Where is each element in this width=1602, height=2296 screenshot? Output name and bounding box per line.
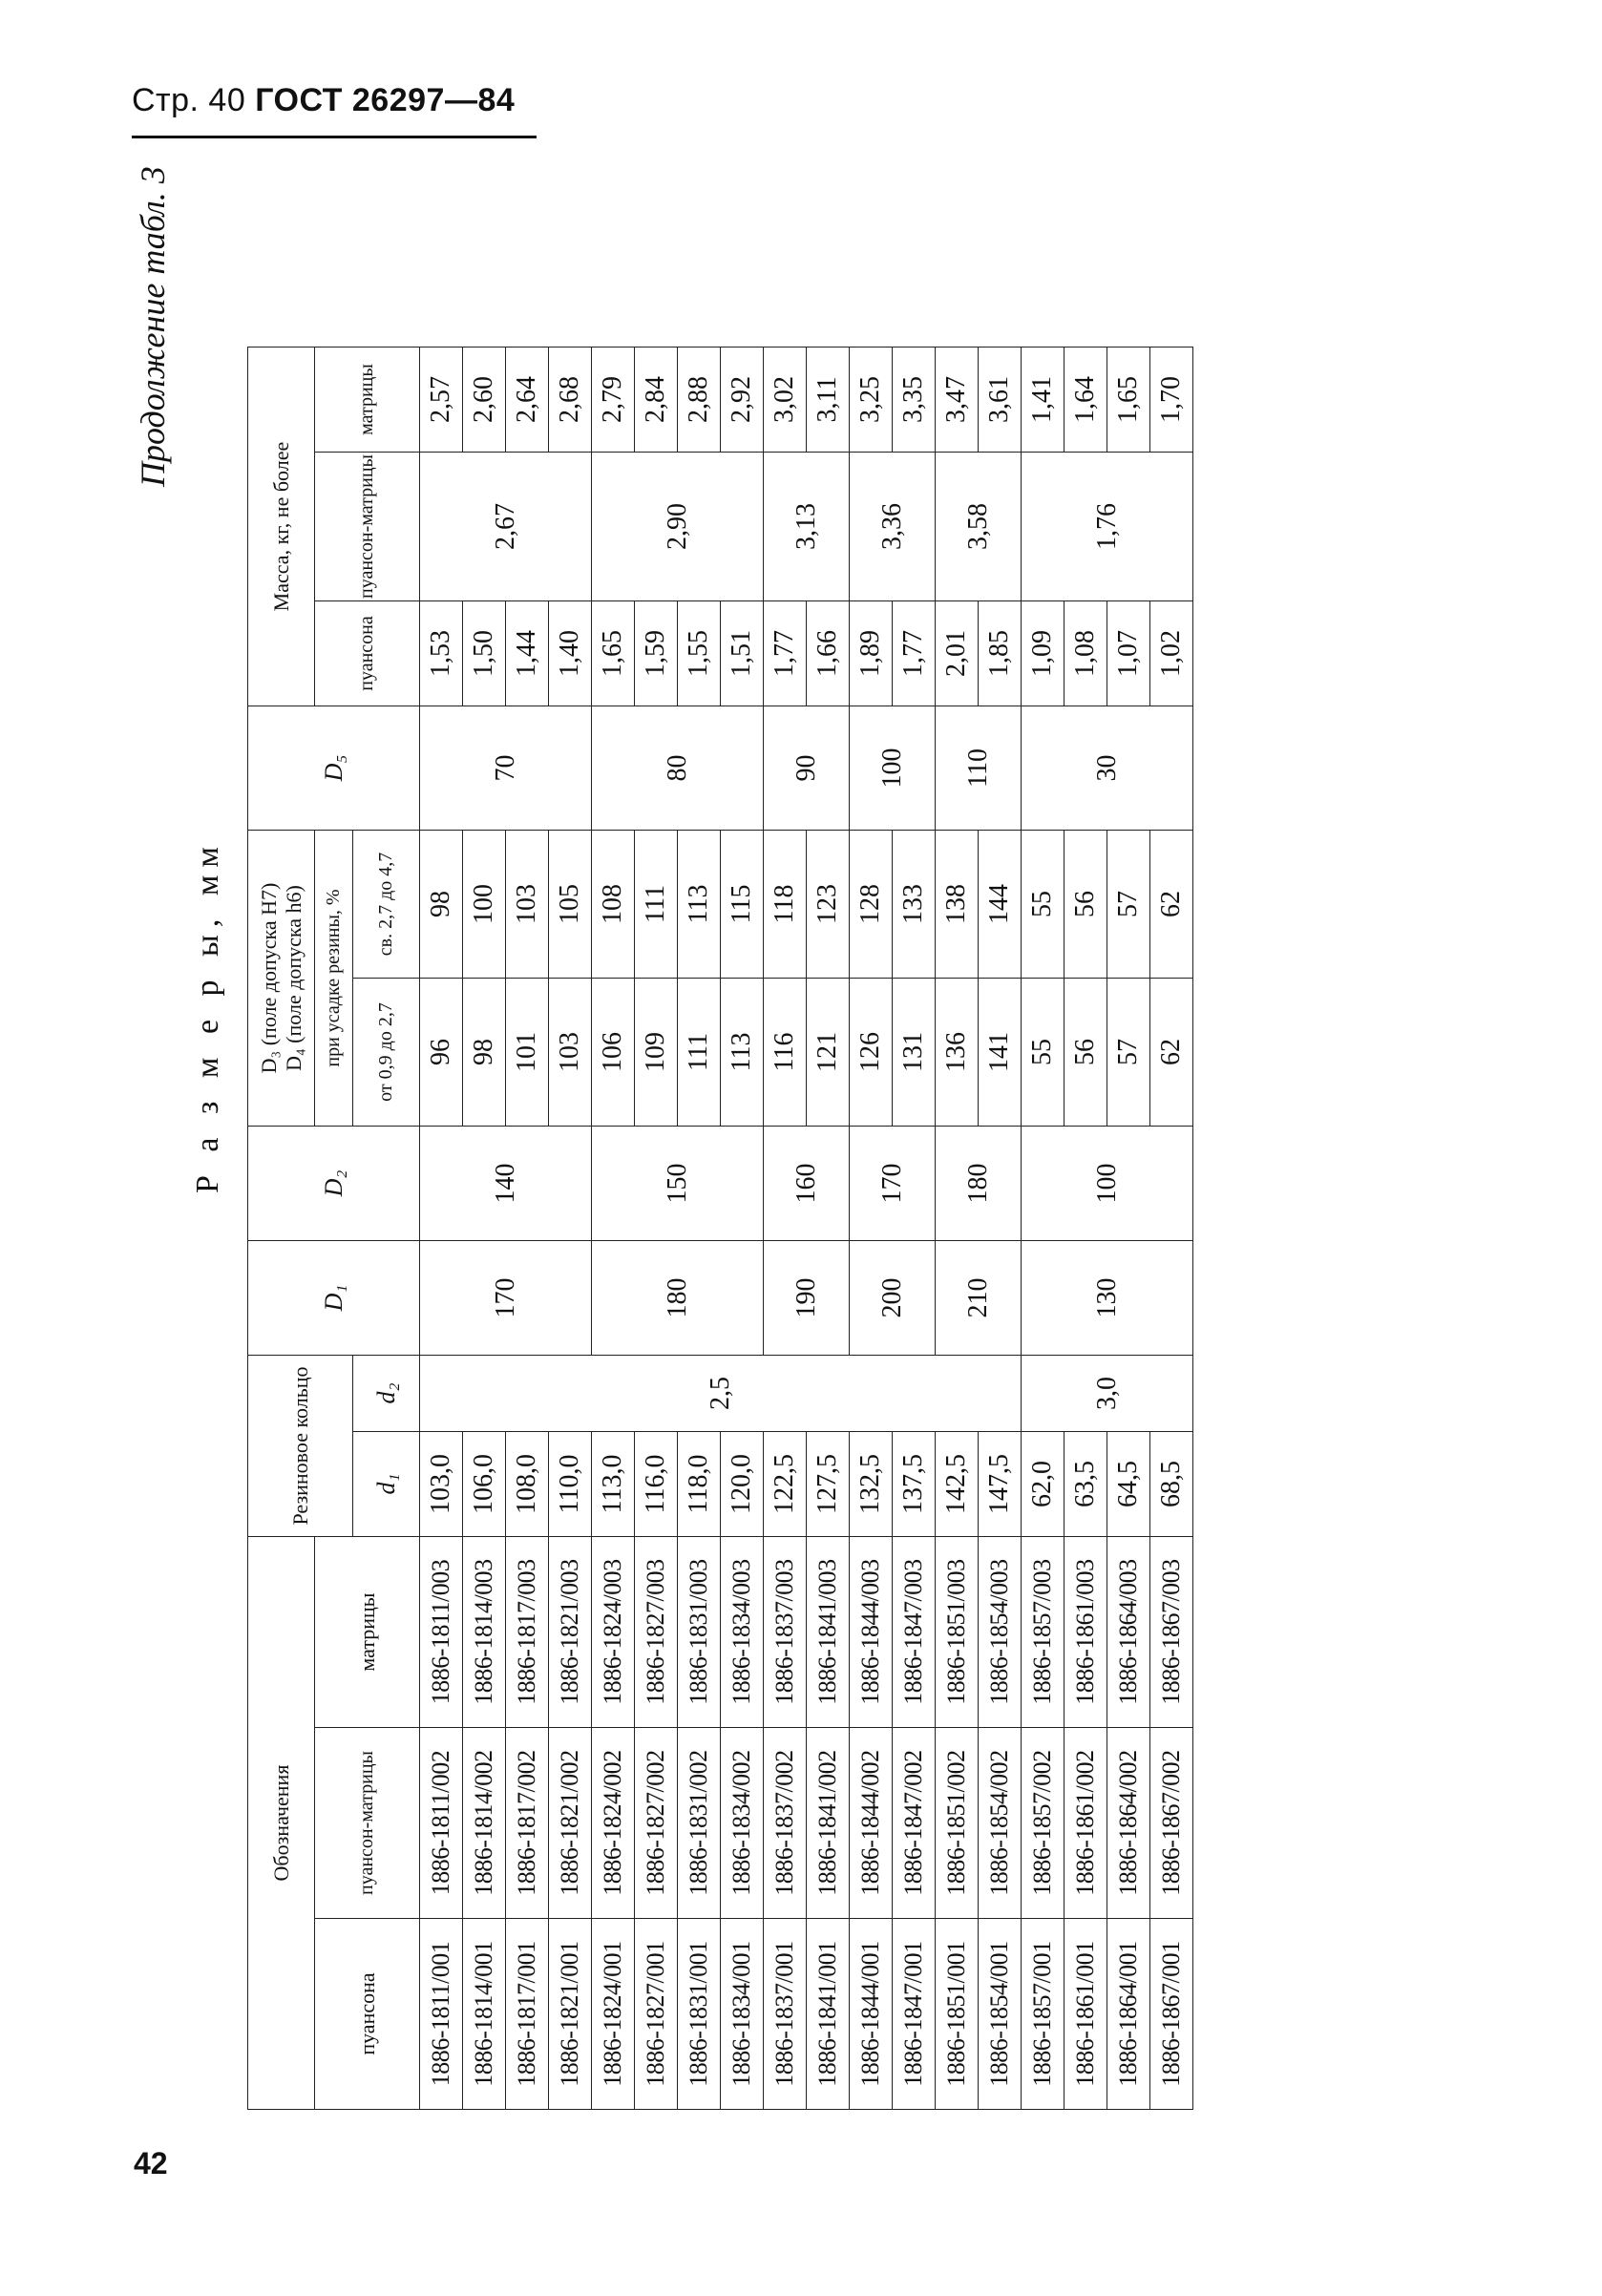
d1-value: 110,0 [549,1432,592,1537]
table-row [420,348,463,2110]
D3-shrink-b-value: 128 [850,831,893,979]
mass-punch-value: 1,85 [979,601,1022,706]
D3-shrink-b-value: 111 [635,831,678,979]
D3-shrink-b-value: 118 [764,831,807,979]
D3-shrink-a-value: 111 [678,979,721,1127]
D3-shrink-b-value: 133 [893,831,936,979]
table-body [420,348,1193,2110]
D2-value: 150 [592,1127,764,1241]
mass-matrix-value: 3,35 [893,348,936,453]
d1-value: 103,0 [420,1432,463,1537]
punch-code: 1886-1831/001 [678,1919,721,2110]
mass-punch-value: 1,77 [893,601,936,706]
punch-code: 1886-1844/001 [850,1919,893,2110]
mass-punch-matrix-value: 2,67 [420,453,592,601]
d1-value: 116,0 [635,1432,678,1537]
d1-value: 106,0 [463,1432,506,1537]
mass-matrix-value: 3,25 [850,348,893,453]
shrinkage-header: при усадке резины, % [315,831,353,1127]
d1-value: 132,5 [850,1432,893,1537]
mass-punch-matrix-header: пуансон-матрицы [315,453,420,601]
table-row [936,348,979,2110]
D3-shrink-a-value: 109 [635,979,678,1127]
D2-header: D₂ [248,1127,420,1241]
D3-shrink-a-value: 55 [1022,979,1064,1127]
D3-shrink-b-value: 144 [979,831,1022,979]
d1-value: 142,5 [936,1432,979,1537]
d1-value: 122,5 [764,1432,807,1537]
D3-shrink-b-value: 100 [463,831,506,979]
shrink-b-header: св. 2,7 до 4,7 [353,831,420,979]
D3-shrink-a-value: 103 [549,979,592,1127]
matrix-code: 1886-1831/003 [678,1537,721,1728]
d1-value: 118,0 [678,1432,721,1537]
D3-shrink-b-value: 62 [1150,831,1193,979]
D3-shrink-a-value: 126 [850,979,893,1127]
mass-matrix-value: 1,70 [1150,348,1193,453]
d1-value: 108,0 [506,1432,549,1537]
d1-value: 64,5 [1107,1432,1150,1537]
punch-matrix-code: 1886-1821/002 [549,1728,592,1919]
D3-shrink-a-value: 96 [420,979,463,1127]
D2-value: 140 [420,1127,592,1241]
D1-value: 170 [420,1241,592,1356]
D5-value: 110 [936,706,1022,831]
mass-punch-value: 1,66 [807,601,850,706]
D2-value: 100 [1022,1127,1193,1241]
matrix-code: 1886-1817/003 [506,1537,549,1728]
mass-punch-value: 1,77 [764,601,807,706]
matrix-code: 1886-1847/003 [893,1537,936,1728]
mass-punch-value: 1,09 [1022,601,1064,706]
punch-matrix-code: 1886-1824/002 [592,1728,635,1919]
d2-value: 3,0 [1022,1356,1193,1432]
D3-shrink-b-value: 57 [1107,831,1150,979]
punch-matrix-code: 1886-1834/002 [721,1728,764,1919]
d1-value: 137,5 [893,1432,936,1537]
shrink-a-header: от 0,9 до 2,7 [353,979,420,1127]
mass-punch-value: 1,55 [678,601,721,706]
punch-matrix-code: 1886-1811/002 [420,1728,463,1919]
punch-matrix-code: 1886-1857/002 [1022,1728,1064,1919]
table-row [1022,348,1064,2110]
D5-value: 90 [764,706,850,831]
punch-code: 1886-1834/001 [721,1919,764,2110]
d1-value: 62,0 [1022,1432,1064,1537]
matrix-code: 1886-1864/003 [1107,1537,1150,1728]
D3-shrink-a-value: 141 [979,979,1022,1127]
mass-matrix-value: 3,47 [936,348,979,453]
mass-punch-matrix-value: 1,76 [1022,453,1193,601]
matrix-code: 1886-1827/003 [635,1537,678,1728]
matrix-code: 1886-1841/003 [807,1537,850,1728]
mass-punch-matrix-value: 3,58 [936,453,1022,601]
mass-matrix-value: 2,84 [635,348,678,453]
dimensions-title: Р а з м е р ы, мм [190,839,225,1193]
D3-shrink-a-value: 101 [506,979,549,1127]
punch-code: 1886-1817/001 [506,1919,549,2110]
mass-punch-value: 1,65 [592,601,635,706]
D1-value: 200 [850,1241,936,1356]
d1-value: 68,5 [1150,1432,1193,1537]
mass-matrix-header: матрицы [315,348,420,453]
D3-shrink-a-value: 56 [1064,979,1107,1127]
matrix-code: 1886-1854/003 [979,1537,1022,1728]
punch-code: 1886-1861/001 [1064,1919,1107,2110]
matrix-code: 1886-1851/003 [936,1537,979,1728]
page-number: 42 [134,2146,168,2180]
matrix-code: 1886-1824/003 [592,1537,635,1728]
punch-matrix-code: 1886-1814/002 [463,1728,506,1919]
mass-punch-matrix-value: 3,36 [850,453,936,601]
punch-code: 1886-1811/001 [420,1919,463,2110]
mass-punch-matrix-value: 3,13 [764,453,850,601]
punch-header: пуансона [315,1919,420,2110]
d1-value: 127,5 [807,1432,850,1537]
D1-value: 210 [936,1241,1022,1356]
D4-label: D₄ (поле допуска h6) [281,885,306,1071]
punch-matrix-code: 1886-1827/002 [635,1728,678,1919]
mass-matrix-value: 2,92 [721,348,764,453]
punch-matrix-code: 1886-1841/002 [807,1728,850,1919]
matrix-code: 1886-1844/003 [850,1537,893,1728]
mass-matrix-value: 3,61 [979,348,1022,453]
mass-punch-matrix-value: 2,90 [592,453,764,601]
d1-header: d₁ [353,1432,420,1537]
mass-matrix-value: 2,64 [506,348,549,453]
punch-matrix-code: 1886-1854/002 [979,1728,1022,1919]
mass-punch-value: 1,53 [420,601,463,706]
matrix-code: 1886-1867/003 [1150,1537,1193,1728]
D5-value: 70 [420,706,592,831]
punch-code: 1886-1824/001 [592,1919,635,2110]
d1-value: 113,0 [592,1432,635,1537]
D5-value: 80 [592,706,764,831]
mass-matrix-value: 2,79 [592,348,635,453]
punch-code: 1886-1837/001 [764,1919,807,2110]
mass-punch-value: 1,50 [463,601,506,706]
matrix-code: 1886-1814/003 [463,1537,506,1728]
mass-punch-header: пуансона [315,601,420,706]
D5-value: 100 [850,706,936,831]
punch-code: 1886-1851/001 [936,1919,979,2110]
punch-code: 1886-1841/001 [807,1919,850,2110]
D3-shrink-a-value: 116 [764,979,807,1127]
punch-code: 1886-1847/001 [893,1919,936,2110]
punch-code: 1886-1821/001 [549,1919,592,2110]
matrix-code: 1886-1837/003 [764,1537,807,1728]
D3-shrink-b-value: 138 [936,831,979,979]
D1-value: 190 [764,1241,850,1356]
mass-matrix-value: 1,41 [1022,348,1064,453]
mass-punch-value: 1,07 [1107,601,1150,706]
mass-punch-value: 1,44 [506,601,549,706]
punch-matrix-code: 1886-1861/002 [1064,1728,1107,1919]
D3-shrink-b-value: 105 [549,831,592,979]
D3-D4-header [248,831,315,1127]
punch-matrix-code: 1886-1867/002 [1150,1728,1193,1919]
punch-code: 1886-1827/001 [635,1919,678,2110]
punch-code: 1886-1854/001 [979,1919,1022,2110]
table-continuation-label: Продолжение табл. 3 [134,166,172,487]
dimensions-table [247,347,1193,2110]
d2-header: d₂ [353,1356,420,1432]
D3-shrink-b-value: 108 [592,831,635,979]
d1-value: 147,5 [979,1432,1022,1537]
punch-matrix-code: 1886-1844/002 [850,1728,893,1919]
mass-matrix-value: 3,11 [807,348,850,453]
D3-shrink-a-value: 57 [1107,979,1150,1127]
punch-matrix-header: пуансон-матрицы [315,1728,420,1919]
d1-value: 120,0 [721,1432,764,1537]
d2-value: 2,5 [420,1356,1022,1432]
D2-value: 180 [936,1127,1022,1241]
matrix-code: 1886-1811/003 [420,1537,463,1728]
mass-matrix-value: 2,57 [420,348,463,453]
punch-code: 1886-1814/001 [463,1919,506,2110]
punch-matrix-code: 1886-1851/002 [936,1728,979,1919]
mass-punch-value: 1,08 [1064,601,1107,706]
D3-shrink-b-value: 113 [678,831,721,979]
D5-value: 30 [1022,706,1193,831]
D3-shrink-b-value: 103 [506,831,549,979]
rotated-table-block [133,10,1374,2110]
mass-punch-value: 1,40 [549,601,592,706]
punch-matrix-code: 1886-1864/002 [1107,1728,1150,1919]
mass-matrix-value: 2,68 [549,348,592,453]
D1-value: 180 [592,1241,764,1356]
matrix-code: 1886-1857/003 [1022,1537,1064,1728]
mass-punch-value: 2,01 [936,601,979,706]
punch-matrix-code: 1886-1817/002 [506,1728,549,1919]
D3-shrink-b-value: 55 [1022,831,1064,979]
punch-code: 1886-1857/001 [1022,1919,1064,2110]
mass-punch-value: 1,02 [1150,601,1193,706]
d1-value: 63,5 [1064,1432,1107,1537]
D3-label: D₃ (поле допуска H7) [257,882,282,1074]
mass-punch-value: 1,89 [850,601,893,706]
matrix-header: матрицы [315,1537,420,1728]
designations-header: Обозначения [248,1537,315,2110]
matrix-code: 1886-1861/003 [1064,1537,1107,1728]
D3-shrink-b-value: 115 [721,831,764,979]
punch-code: 1886-1867/001 [1150,1919,1193,2110]
D2-value: 170 [850,1127,936,1241]
D3-shrink-b-value: 98 [420,831,463,979]
punch-matrix-code: 1886-1831/002 [678,1728,721,1919]
standard-number: ГОСТ 26297—84 [255,82,516,118]
D3-shrink-a-value: 121 [807,979,850,1127]
D3-shrink-b-value: 123 [807,831,850,979]
D2-value: 160 [764,1127,850,1241]
mass-punch-value: 1,51 [721,601,764,706]
punch-matrix-code: 1886-1847/002 [893,1728,936,1919]
D1-header: D₁ [248,1241,420,1356]
mass-matrix-value: 2,88 [678,348,721,453]
D3-shrink-a-value: 62 [1150,979,1193,1127]
D3-shrink-a-value: 113 [721,979,764,1127]
D3-shrink-a-value: 136 [936,979,979,1127]
table-row [592,348,635,2110]
punch-code: 1886-1864/001 [1107,1919,1150,2110]
mass-header: Масса, кг, не более [248,348,315,706]
mass-punch-value: 1,59 [635,601,678,706]
mass-matrix-value: 3,02 [764,348,807,453]
punch-matrix-code: 1886-1837/002 [764,1728,807,1919]
matrix-code: 1886-1821/003 [549,1537,592,1728]
D3-shrink-b-value: 56 [1064,831,1107,979]
D3-shrink-a-value: 106 [592,979,635,1127]
page-label: Стр. 40 [132,82,246,118]
D3-shrink-a-value: 131 [893,979,936,1127]
mass-matrix-value: 1,65 [1107,348,1150,453]
mass-matrix-value: 2,60 [463,348,506,453]
mass-matrix-value: 1,64 [1064,348,1107,453]
D5-header: D₅ [248,706,420,831]
table-row [850,348,893,2110]
matrix-code: 1886-1834/003 [721,1537,764,1728]
rubber-ring-header: Резиновое кольцо [248,1356,353,1537]
table-row [764,348,807,2110]
D1-value: 130 [1022,1241,1193,1356]
D3-shrink-a-value: 98 [463,979,506,1127]
